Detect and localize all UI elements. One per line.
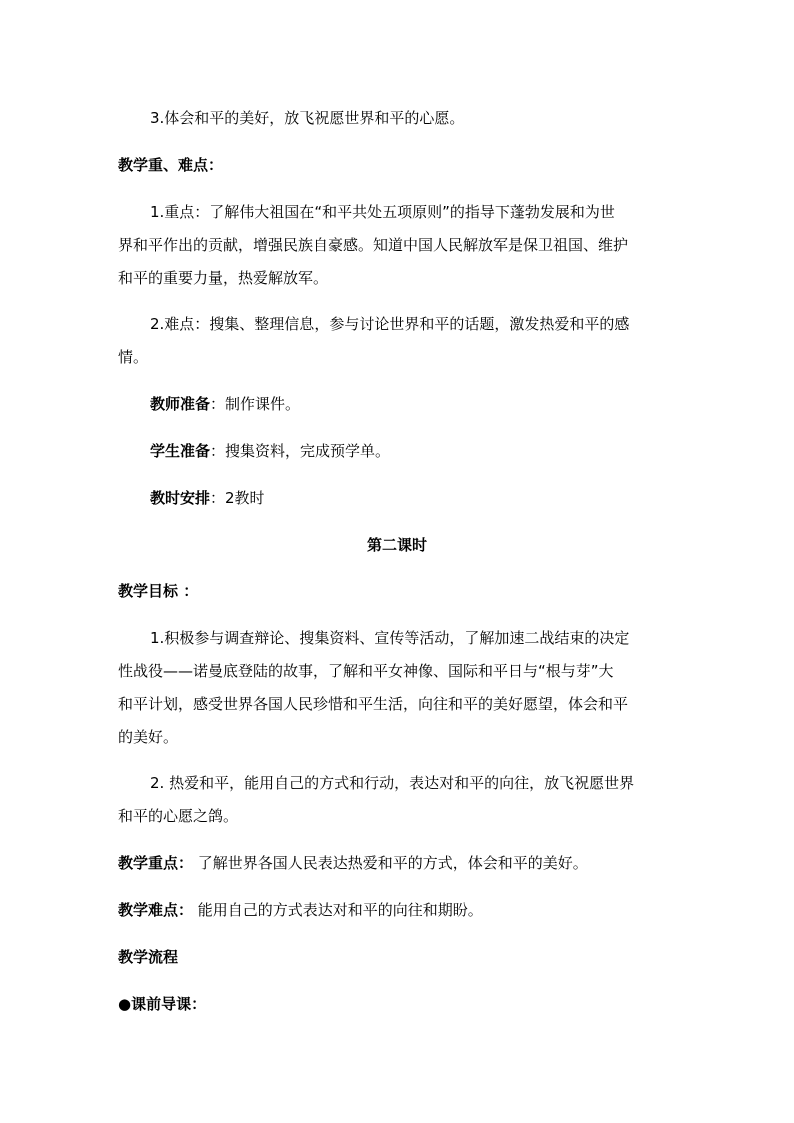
teacher-prep-label: 教师准备	[150, 395, 211, 413]
pre-class-label: 课前导课：	[131, 995, 207, 1013]
objective-1-line-1: 1.积极参与调查辩论、搜集资料、宣传等活动，了解加速二战结束的决定	[150, 629, 630, 647]
goal-3: 3.体会和平的美好，放飞祝愿世界和平的心愿。	[150, 109, 465, 127]
key-point-line-2: 界和平作出的贡献，增强民族自豪感。知道中国人民解放军是保卫祖国、维护	[118, 236, 629, 254]
schedule-label: 教时安排	[150, 489, 211, 507]
bullet-icon: ●	[118, 995, 132, 1013]
teacher-prep	[150, 394, 300, 414]
student-prep	[150, 441, 390, 461]
objectives-heading: 教学目标 ：	[118, 582, 199, 600]
objective-1-line-4: 的美好。	[118, 728, 179, 746]
teaching-difficulty	[118, 900, 483, 920]
difficulty-line-2: 情。	[118, 348, 149, 366]
difficulty-line-1: 2.难点：搜集、整理信息，参与讨论世界和平的话题，激发热爱和平的感	[150, 315, 630, 333]
key-point-line-1: 1.重点：了解伟大祖国在“和平共处五项原则”的指导下蓬勃发展和为世	[150, 203, 615, 221]
teaching-key	[118, 853, 588, 873]
teacher-prep-text: ：制作课件。	[210, 395, 301, 413]
teaching-difficulty-label: 教学难点：	[118, 901, 194, 919]
objective-2-line-1: 2. 热爱和平，能用自己的方式和行动，表达对和平的向往，放飞祝愿世界	[150, 774, 635, 792]
schedule-text: ：2教时	[210, 489, 265, 507]
objective-1-line-2: 性战役——诺曼底登陆的故事，了解和平女神像、国际和平日与“根与芽”大	[118, 662, 614, 680]
teaching-difficulty-text: 能用自己的方式表达对和平的向往和期盼。	[193, 901, 483, 919]
pre-class-heading	[118, 994, 206, 1014]
student-prep-text: ：搜集资料，完成预学单。	[210, 442, 391, 460]
schedule	[150, 488, 265, 508]
teaching-key-label: 教学重点：	[118, 854, 194, 872]
teaching-flow-heading: 教学流程	[118, 948, 179, 966]
objective-2-line-2: 和平的心愿之鸽。	[118, 807, 239, 825]
teaching-key-text: 了解世界各国人民表达热爱和平的方式，体会和平的美好。	[193, 854, 588, 872]
objective-1-line-3: 和平计划，感受世界各国人民珍惜和平生活，向往和平的美好愿望，体会和平	[118, 695, 629, 713]
key-point-line-3: 和平的重要力量，热爱解放军。	[118, 269, 329, 287]
lesson-title: 第二课时	[366, 536, 427, 554]
key-difficulty-heading: 教学重、难点：	[118, 156, 224, 174]
student-prep-label: 学生准备	[150, 442, 211, 460]
